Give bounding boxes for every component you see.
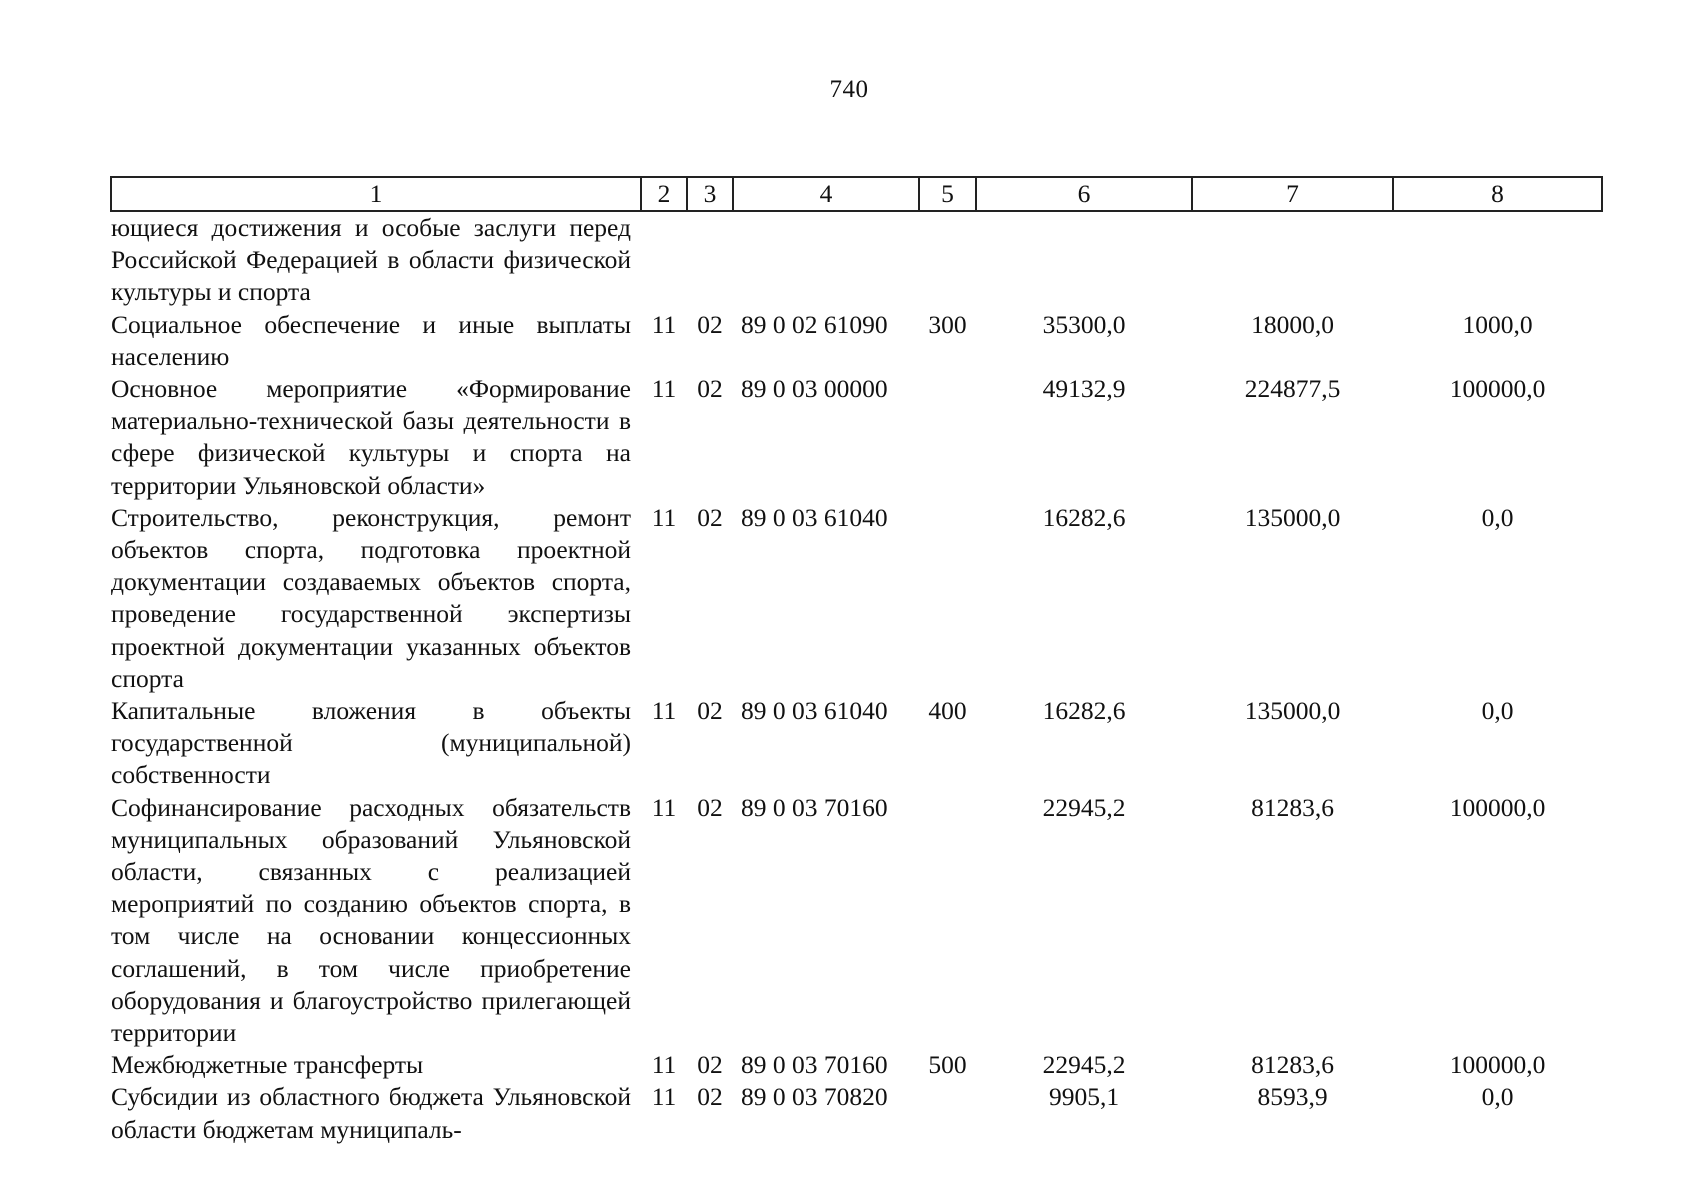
row-name: Субсидии из областного бюджета Ульяновской области бюджетам муниципаль-: [111, 1082, 631, 1144]
row-amount-1: [976, 211, 1192, 309]
row-amount-1: 9905,1: [1048, 1082, 1120, 1112]
row-section: 11: [651, 696, 677, 726]
table-row: [111, 695, 1602, 792]
row-section: 11: [651, 309, 677, 339]
row-expense-type: [919, 1081, 976, 1145]
page-number: 740: [829, 76, 869, 103]
row-amount-3: 100000,0: [1449, 792, 1546, 822]
row-expense-type: 300: [928, 309, 967, 339]
column-header-target-item: 4: [733, 177, 919, 211]
row-subsection: 02: [697, 696, 723, 726]
row-expense-type: [919, 502, 976, 695]
row-target-item: 89 0 03 70160: [741, 792, 888, 822]
row-amount-2: 224877,5: [1244, 374, 1341, 404]
row-target-item: 89 0 03 70160: [741, 1050, 888, 1080]
table-row: [111, 211, 1602, 309]
row-section: 11: [651, 502, 677, 532]
row-amount-3: 0,0: [1481, 696, 1514, 726]
row-target-item: 89 0 03 61040: [741, 502, 888, 532]
table-row: [111, 502, 1602, 695]
row-name: Капитальные вложения в объекты государственной (муниципальной) собственности: [111, 696, 631, 790]
row-subsection: 02: [697, 792, 723, 822]
row-amount-3: 0,0: [1481, 1082, 1514, 1112]
table-row: [111, 309, 1602, 373]
row-amount-1: 22945,2: [1042, 792, 1126, 822]
table-row: [111, 373, 1602, 502]
column-header-amount-1: 6: [976, 177, 1192, 211]
column-header-subsection: 3: [687, 177, 733, 211]
row-amount-1: 16282,6: [1042, 696, 1126, 726]
column-header-expense-type: 5: [919, 177, 976, 211]
row-name: Софинансирование расходных обязательств муниципальных образований Ульяновской области, связанных с реализацией мероприятий по созданию объектов спорта, в том числе на основании концессионных соглашений, в том числе приобретение оборудования и благоустройство прилегающей территории: [111, 792, 631, 1048]
row-section: 11: [651, 1050, 677, 1080]
row-amount-3: 100000,0: [1449, 374, 1546, 404]
row-amount-2: [1192, 211, 1393, 309]
row-target-item: 89 0 03 61040: [741, 696, 888, 726]
row-section: 11: [651, 792, 677, 822]
row-amount-1: 22945,2: [1042, 1050, 1126, 1080]
table-row: [111, 792, 1602, 1050]
row-target-item: 89 0 03 70820: [741, 1082, 888, 1112]
row-expense-type: [919, 211, 976, 309]
row-target-item: [733, 211, 919, 309]
column-header-name: 1: [111, 177, 641, 211]
row-name: Строительство, реконструкция, ремонт объектов спорта, подготовка проектной документации создаваемых объектов спорта, проведение государственной экспертизы проектной документации указанных объектов спорта: [111, 502, 631, 693]
scan-edge: [1662, 0, 1698, 1200]
row-amount-2: 135000,0: [1244, 696, 1341, 726]
row-amount-2: 135000,0: [1244, 502, 1341, 532]
row-expense-type: 500: [928, 1050, 967, 1080]
row-subsection: 02: [697, 374, 723, 404]
row-name: Социальное обеспечение и иные выплаты населению: [111, 309, 631, 371]
row-subsection: 02: [697, 1050, 723, 1080]
row-amount-1: 35300,0: [1042, 309, 1126, 339]
row-amount-2: 81283,6: [1251, 1050, 1334, 1080]
row-expense-type: [919, 373, 976, 502]
row-amount-2: 18000,0: [1251, 309, 1334, 339]
row-expense-type: [919, 792, 976, 1050]
column-header-amount-3: 8: [1393, 177, 1602, 211]
budget-table: [110, 176, 1603, 1146]
row-section: [641, 211, 687, 309]
table-row: [111, 1049, 1602, 1081]
row-section: 11: [651, 374, 677, 404]
row-subsection: 02: [697, 502, 723, 532]
row-expense-type: 400: [928, 696, 967, 726]
row-amount-3: 100000,0: [1449, 1050, 1546, 1080]
row-amount-3: 1000,0: [1462, 309, 1533, 339]
row-amount-3: [1393, 211, 1602, 309]
row-name: Основное мероприятие «Формирование материально-технической базы деятельности в сфере физической культуры и спорта на территории Ульяновской области»: [111, 374, 631, 500]
row-subsection: [687, 211, 733, 309]
row-amount-3: 0,0: [1481, 502, 1514, 532]
row-subsection: 02: [697, 1082, 723, 1112]
row-subsection: 02: [697, 309, 723, 339]
row-target-item: 89 0 03 00000: [741, 374, 888, 404]
row-amount-1: 49132,9: [1042, 374, 1126, 404]
row-name: ющиеся достижения и особые заслуги перед Российской Федерацией в области физической культуры и спорта: [111, 213, 631, 307]
row-amount-2: 81283,6: [1251, 792, 1334, 822]
row-section: 11: [651, 1082, 677, 1112]
row-target-item: 89 0 02 61090: [741, 309, 888, 339]
table-header-row: [111, 177, 1602, 211]
row-amount-1: 16282,6: [1042, 502, 1126, 532]
row-amount-2: 8593,9: [1257, 1082, 1328, 1112]
column-header-section: 2: [641, 177, 687, 211]
table-row: [111, 1081, 1602, 1145]
row-name: Межбюджетные трансферты: [111, 1050, 424, 1080]
column-header-amount-2: 7: [1192, 177, 1393, 211]
